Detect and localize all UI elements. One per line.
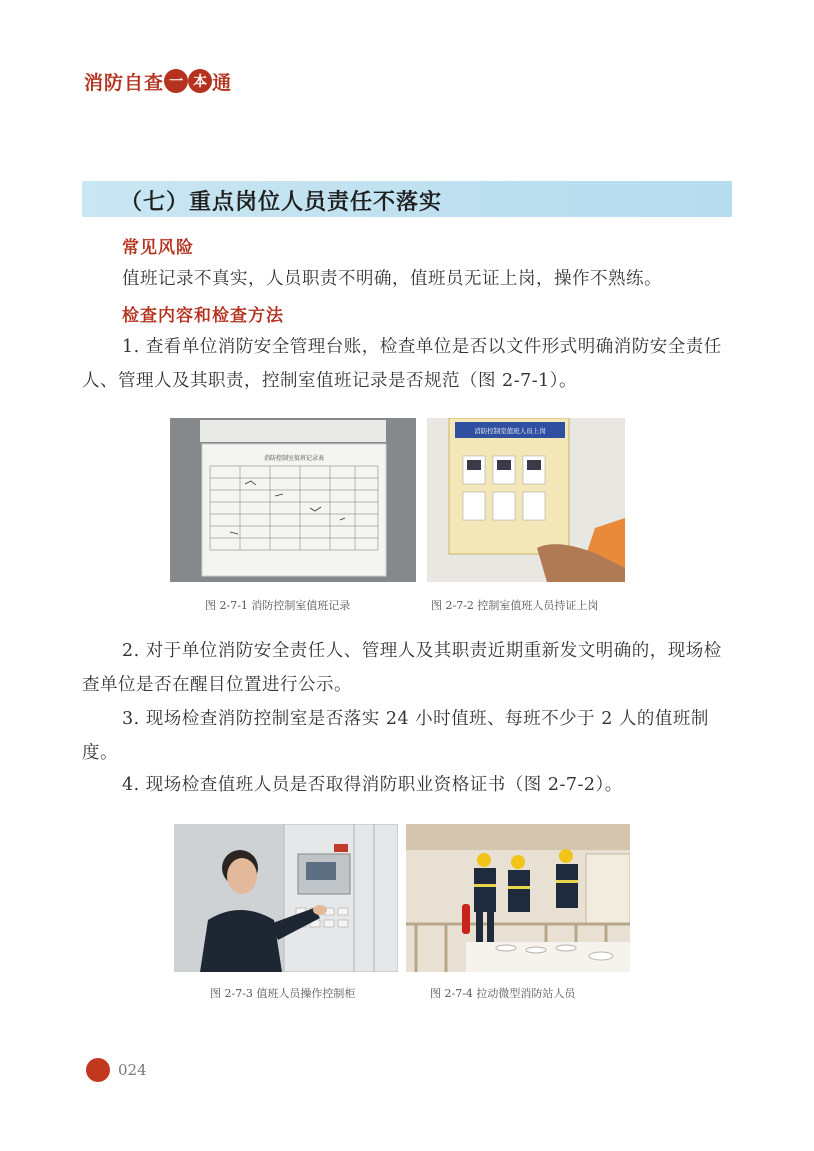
logo-char-7: 通 bbox=[212, 71, 233, 94]
fire-station-drill-illustration bbox=[406, 824, 630, 972]
header-logo bbox=[84, 68, 232, 94]
section-title-bar bbox=[82, 181, 732, 217]
duty-record-illustration bbox=[170, 418, 416, 582]
logo-char-4: 查 bbox=[144, 71, 165, 94]
section-title: （七）重点岗位人员责任不落实 bbox=[120, 190, 443, 215]
risk-text: 值班记录不真实，人员职责不明确，值班员无证上岗，操作不熟练。 bbox=[122, 269, 662, 289]
check-heading: 检查内容和检查方法 bbox=[122, 306, 284, 326]
logo-char-2: 防 bbox=[104, 71, 125, 94]
record-sheet-title: 消防控制室值班记录表 bbox=[263, 455, 325, 462]
page-number: 024 bbox=[118, 1061, 147, 1079]
page-number-dot bbox=[86, 1058, 110, 1082]
risk-heading: 常见风险 bbox=[122, 238, 194, 258]
figure-duty-record-photo bbox=[170, 418, 416, 582]
figure-caption-2-7-4: 图 2-7-4 拉动微型消防站人员 bbox=[430, 987, 576, 1000]
check-item-4: 4. 现场检查值班人员是否取得消防职业资格证书（图 2-7-2）。 bbox=[122, 775, 623, 795]
logo-circle-char-5: 一 bbox=[164, 69, 188, 93]
logo-circle-char-6: 本 bbox=[188, 69, 212, 93]
board-title: 消防控制室值班人员上岗 bbox=[474, 427, 546, 435]
figure-caption-2-7-1: 图 2-7-1 消防控制室值班记录 bbox=[205, 599, 351, 612]
certificate-board-illustration bbox=[427, 418, 625, 582]
check-item-1: 1. 查看单位消防安全管理台账，检查单位是否以文件形式明确消防安全责任人、管理人及其职责，控制室值班记录是否规范（图 2-7-1）。 bbox=[82, 337, 722, 391]
figure-caption-2-7-2: 图 2-7-2 控制室值班人员持证上岗 bbox=[431, 599, 599, 612]
logo-char-3: 自 bbox=[124, 71, 145, 94]
logo-char-1: 消 bbox=[84, 71, 105, 94]
figure-caption-2-7-3: 图 2-7-3 值班人员操作控制柜 bbox=[210, 987, 356, 1000]
check-item-3: 3. 现场检查消防控制室是否落实 24 小时值班、每班不少于 2 人的值班制度。 bbox=[82, 709, 709, 763]
figure-fire-station-drill-photo bbox=[406, 824, 630, 972]
check-item-2: 2. 对于单位消防安全责任人、管理人及其职责近期重新发文明确的，现场检查单位是否在醒目位置进行公示。 bbox=[82, 641, 722, 695]
figure-certificate-board-photo bbox=[427, 418, 625, 582]
control-cabinet-illustration bbox=[174, 824, 398, 972]
figure-control-cabinet-photo bbox=[174, 824, 398, 972]
